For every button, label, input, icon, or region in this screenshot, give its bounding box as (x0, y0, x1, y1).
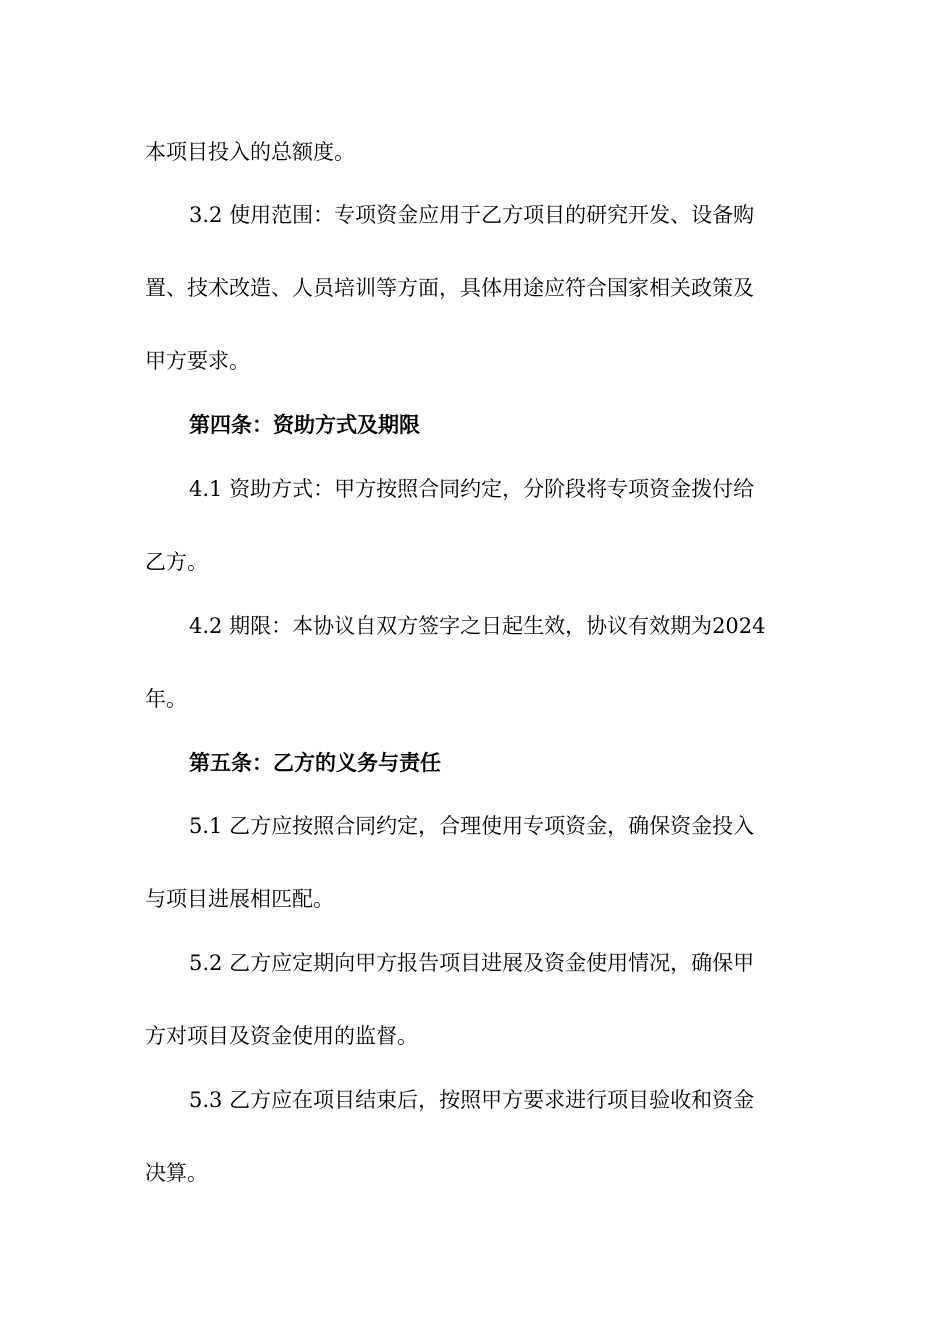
clause-4-1-line-2: 乙方。 (145, 550, 208, 574)
clause-3-2-line-1: 3.2 使用范围：专项资金应用于乙方项目的研究开发、设备购 (189, 203, 755, 227)
paragraph-line: 本项目投入的总额度。 (145, 140, 355, 164)
section-heading-4: 第四条：资助方式及期限 (189, 413, 420, 437)
clause-5-1-line-1: 5.1 乙方应按照合同约定，合理使用专项资金，确保资金投入 (189, 814, 755, 838)
section-heading-5: 第五条：乙方的义务与责任 (189, 751, 441, 775)
clause-4-2-line-1: 4.2 期限：本协议自双方签字之日起生效，协议有效期为2024 (189, 614, 766, 638)
clause-3-2-line-3: 甲方要求。 (145, 349, 250, 373)
clause-3-2-line-2: 置、技术改造、人员培训等方面，具体用途应符合国家相关政策及 (145, 276, 754, 300)
clause-5-2-line-1: 5.2 乙方应定期向甲方报告项目进展及资金使用情况，确保甲 (189, 951, 755, 975)
clause-5-3-line-1: 5.3 乙方应在项目结束后，按照甲方要求进行项目验收和资金 (189, 1088, 755, 1112)
clause-5-1-line-2: 与项目进展相匹配。 (145, 887, 334, 911)
clause-5-2-line-2: 方对项目及资金使用的监督。 (145, 1024, 418, 1048)
clause-5-3-line-2: 决算。 (145, 1161, 208, 1185)
clause-4-2-line-2: 年。 (145, 687, 187, 711)
clause-4-1-line-1: 4.1 资助方式：甲方按照合同约定，分阶段将专项资金拨付给 (189, 477, 755, 501)
